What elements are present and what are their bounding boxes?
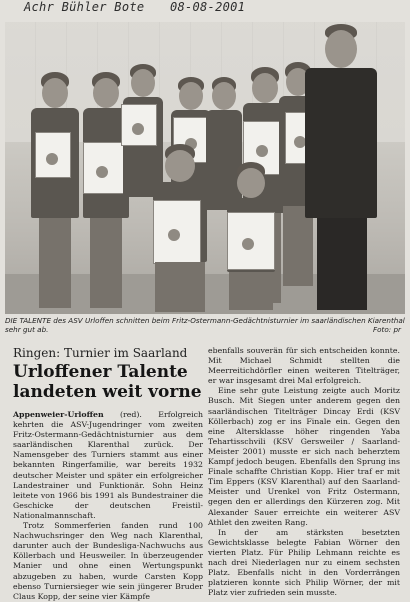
team-photo (5, 22, 405, 314)
handwritten-date: 08-08-2001 (169, 0, 246, 14)
article-paragraph: In der am stärksten besetzten Gewichtsklasse belegte Fabian Wörner den vierten Platz. Für Philip Lehmann reichte es nach drei Niederlagen nur zu einem sechsten Platz. Ebenfalls nicht in den Vorderrängen platzieren konnte sich Philip Wörner, der mit Platz vier zufrieden sein musste. (208, 527, 400, 598)
coach-figure (295, 24, 385, 314)
article-kicker: Ringen: Turnier im Saarland (13, 346, 188, 360)
caption-text: DIE TALENTE des ASV Urloffen schnitten beim Fritz-Ostermann-Gedächtnisturnier im saarländischen Kiarenthal sehr gut ab. (5, 316, 405, 334)
article-paragraph: Appenweier-Urloffen (red). Erfolgreich kehrten die ASV-Jugendringer vom zweiten Fritz-Ostermann-Gedächtnisturnier aus dem saarländischen Klarenthal zurück. Der Namensgeber des Turniers stammt aus einer bekannten Ringerfamilie, war bereits 1932 deutscher Meister und später ein erfolgreicher Landestrainer und Funktionär. Sohn Heinz leitete von 1966 bis 1991 als Bundestrainer die Geschicke der deutschen Freistil-Nationalmannschaft. (13, 410, 203, 520)
wrestler-figure (25, 72, 85, 312)
wrestler-figure (145, 144, 215, 314)
article-paragraph: ebenfalls souverän für sich entscheiden konnte. Mit Michael Schmidt stellten die Meerreitichdörfler einen weiteren Titelträger, er war insgesamt drei Mal erfolgreich. (208, 346, 400, 386)
article-column-left (13, 410, 203, 602)
article-paragraph: Trotz Sommerferien fanden rund 100 Nachwuchsringer den Weg nach Klarenthal, darunter auch der Bundesliga-Nachwuchs aus Köllerbach und Heusweiler. In überzeugender Manier und ohne einen Wertungspunkt abzugeben zu haben, wurde Carsten Kopp ebenso Turniersieger wie sein jüngerer Bruder Claus Kopp, der seine vier Kämpfe (13, 521, 203, 601)
handwritten-source: Achr Bühler Bote (24, 0, 145, 14)
article-paragraph: Eine sehr gute Leistung zeigte auch Moritz Busch. Mit Siegen unter anderem gegen den saarländischen Titelträger Dincay Erdi (KSV Köllerbach) zog er ins Finale ein. Gegen den eine Altersklasse höher ringenden Yaba Tehartisschvili (KSV Gersweiler / Saarland-Meister 2001) musste er sich nach beherztem Kampf jedoch beugen. Ebenfalls den Sprung ins Finale schaffte Christian Kopp. Hier traf er mit Tim Eppers (KSV Klarenthal) auf den Saarland-Meister und Urenkel von Fritz Ostermann, gegen den er allerdings den Kürzeren zog. Mit Alexander Sauer erreichte ein weiterer ASV Athlet den zweiten Rang. (208, 386, 400, 527)
photo-caption (5, 316, 405, 334)
article-column-right (208, 346, 400, 598)
photo-credit: Foto: pr (373, 325, 401, 334)
wrestler-figure (219, 162, 283, 312)
article-dateline: Appenweier-Urloffen (13, 410, 104, 419)
article-headline: Urloffener Talente landeten weit vorne (13, 362, 202, 402)
handwritten-source-note (24, 0, 245, 14)
